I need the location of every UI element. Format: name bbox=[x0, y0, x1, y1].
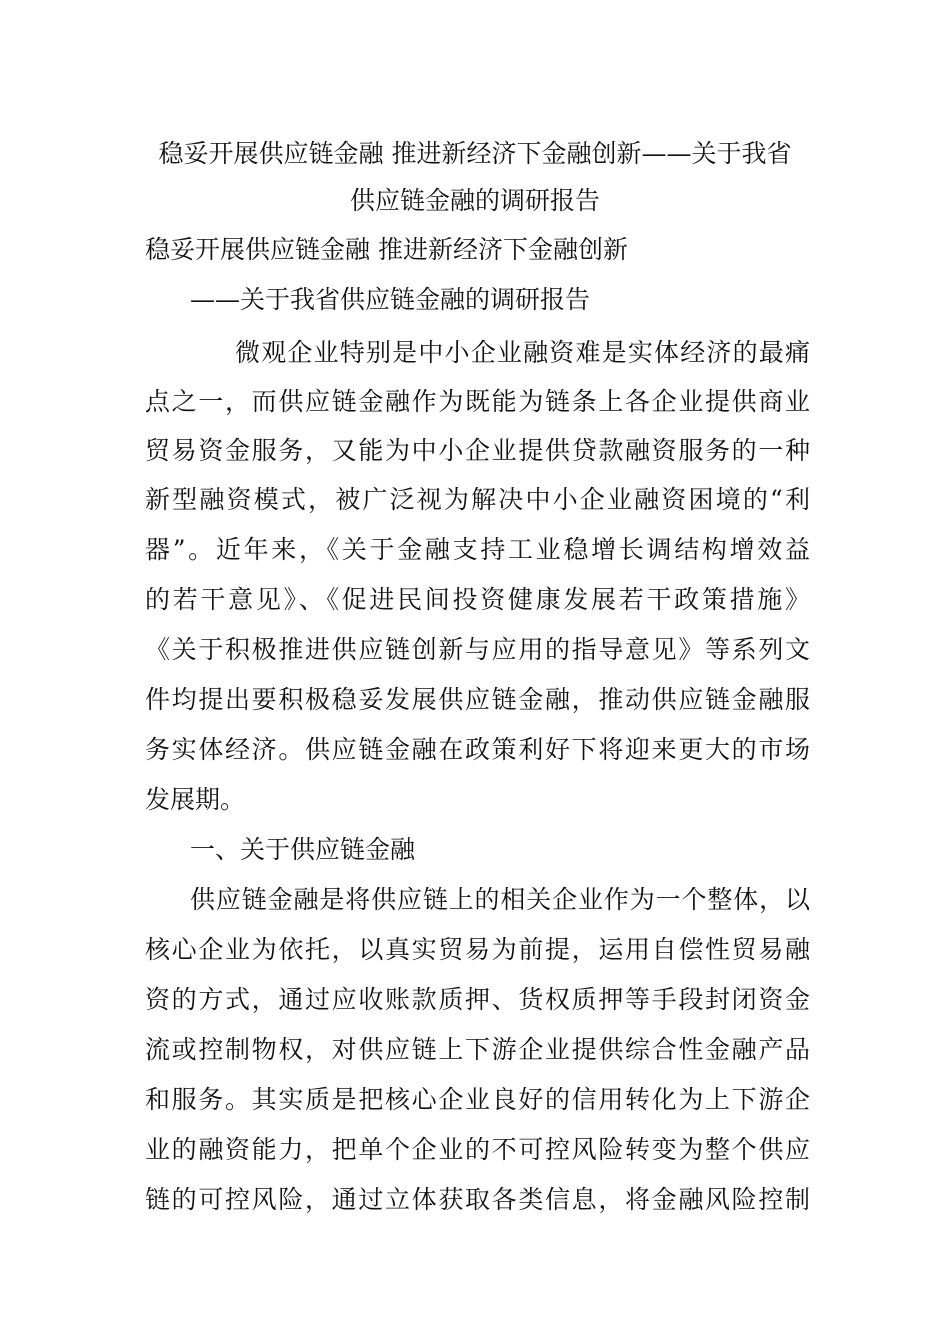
subtitle-2: ——关于我省供应链金融的调研报告 bbox=[190, 285, 591, 314]
section-line: 和服务。其实质是把核心企业良好的信用转化为上下游企 bbox=[145, 1085, 810, 1114]
section-line: 业的融资能力，把单个企业的不可控风险转变为整个供应 bbox=[145, 1135, 810, 1164]
intro-line: 器”。近年来，《关于金融支持工业稳增长调结构增效益 bbox=[145, 535, 810, 564]
section-line: 核心企业为依托，以真实贸易为前提，运用自偿性贸易融 bbox=[145, 935, 810, 964]
section-line: 资的方式，通过应收账款质押、货权质押等手段封闭资金 bbox=[145, 985, 810, 1014]
section-line: 链的可控风险，通过立体获取各类信息，将金融风险控制 bbox=[145, 1185, 810, 1214]
subtitle: 稳妥开展供应链金融 推进新经济下金融创新 bbox=[145, 235, 628, 264]
intro-line: 《关于积极推进供应链创新与应用的指导意见》等系列文 bbox=[145, 635, 810, 664]
main-title-line-1: 稳妥开展供应链金融 推进新经济下金融创新——关于我省 bbox=[158, 139, 792, 168]
main-title-line-2: 供应链金融的调研报告 bbox=[349, 186, 600, 215]
intro-line: 件均提出要积极稳妥发展供应链金融，推动供应链金融服 bbox=[145, 685, 810, 714]
intro-line: 新型融资模式，被广泛视为解决中小企业融资困境的“利 bbox=[145, 485, 810, 514]
section-line: 供应链金融是将供应链上的相关企业作为一个整体，以 bbox=[190, 885, 810, 914]
intro-line: 贸易资金服务，又能为中小企业提供贷款融资服务的一种 bbox=[145, 436, 810, 465]
intro-line: 的若干意见》、《促进民间投资健康发展若干政策措施》 bbox=[145, 585, 810, 614]
intro-line: 点之一，而供应链金融作为既能为链条上各企业提供商业 bbox=[145, 387, 810, 416]
intro-line: 发展期。 bbox=[145, 785, 246, 814]
section-line: 流或控制物权，对供应链上下游企业提供综合性金融产品 bbox=[145, 1035, 810, 1064]
intro-line: 务实体经济。供应链金融在政策利好下将迎来更大的市场 bbox=[145, 735, 810, 764]
section-heading: 一、关于供应链金融 bbox=[190, 835, 416, 864]
intro-line: 微观企业特别是中小企业融资难是实体经济的最痛 bbox=[235, 338, 810, 367]
